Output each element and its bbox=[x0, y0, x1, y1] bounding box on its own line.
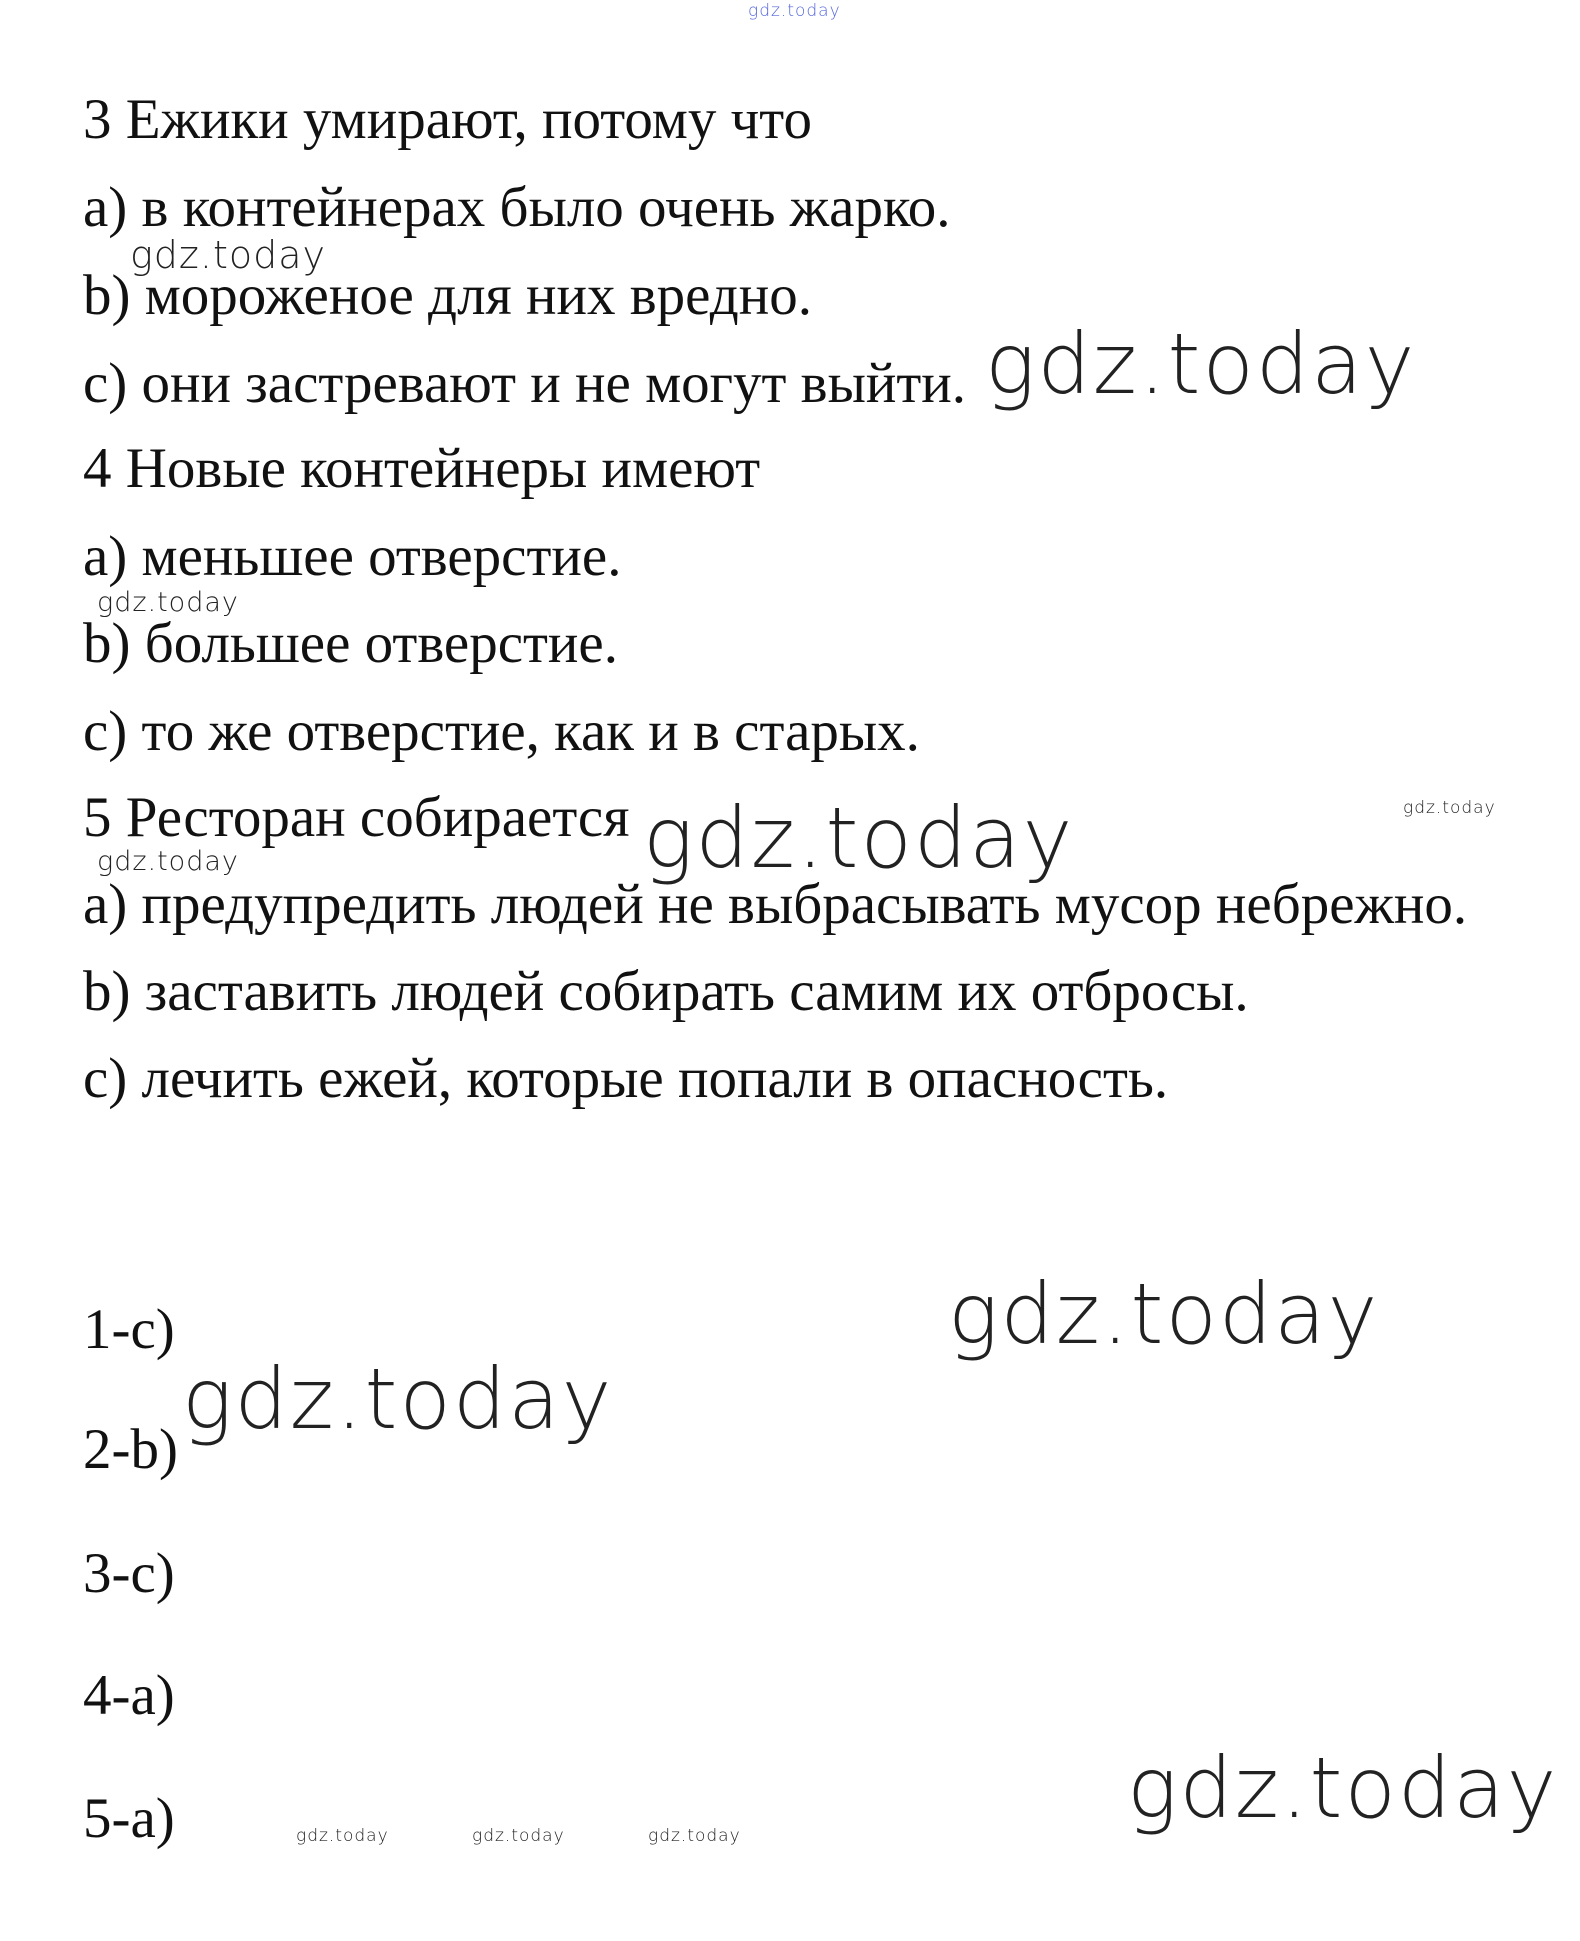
question-4-stem: 4 Новые контейнеры имеют bbox=[83, 437, 761, 500]
watermark: gdz.today bbox=[296, 1826, 389, 1846]
answer-1: 1-c) bbox=[83, 1298, 175, 1361]
question-4-option-a: a) меньшее отверстие. bbox=[83, 525, 622, 588]
watermark: gdz.today bbox=[182, 1350, 614, 1448]
watermark: gdz.today bbox=[648, 1826, 741, 1846]
question-5-option-a: a) предупредить людей не выбрасывать мусор небрежно. bbox=[83, 873, 1468, 936]
answer-4: 4-a) bbox=[83, 1664, 175, 1727]
question-3-option-b: b) мороженое для них вредно. bbox=[83, 264, 812, 327]
answer-5: 5-a) bbox=[83, 1787, 175, 1850]
question-5-option-c: c) лечить ежей, которые попали в опасность. bbox=[83, 1047, 1169, 1110]
question-5-option-b: b) заставить людей собирать самим их отбросы. bbox=[83, 960, 1249, 1023]
answer-3: 3-c) bbox=[83, 1542, 175, 1605]
watermark: gdz.today bbox=[472, 1826, 565, 1846]
watermark: gdz.today bbox=[985, 315, 1417, 413]
watermark: gdz.today bbox=[948, 1265, 1380, 1363]
question-4-option-c: c) то же отверстие, как и в старых. bbox=[83, 700, 920, 763]
question-3-option-a: a) в контейнерах было очень жарко. bbox=[83, 176, 951, 239]
watermark: gdz.today bbox=[97, 587, 239, 618]
watermark: gdz.today bbox=[643, 789, 1075, 887]
question-4-option-b: b) большее отверстие. bbox=[83, 612, 618, 675]
answer-2: 2-b) bbox=[83, 1418, 178, 1481]
question-3-stem: 3 Ежики умирают, потому что bbox=[83, 88, 812, 151]
watermark: gdz.today bbox=[1403, 798, 1496, 818]
watermark: gdz.today bbox=[97, 846, 239, 877]
watermark-top: gdz.today bbox=[748, 1, 841, 21]
watermark: gdz.today bbox=[130, 233, 326, 277]
question-3-option-c: c) они застревают и не могут выйти. bbox=[83, 352, 967, 415]
question-5-stem: 5 Ресторан собирается bbox=[83, 786, 630, 849]
watermark: gdz.today bbox=[1127, 1739, 1559, 1837]
